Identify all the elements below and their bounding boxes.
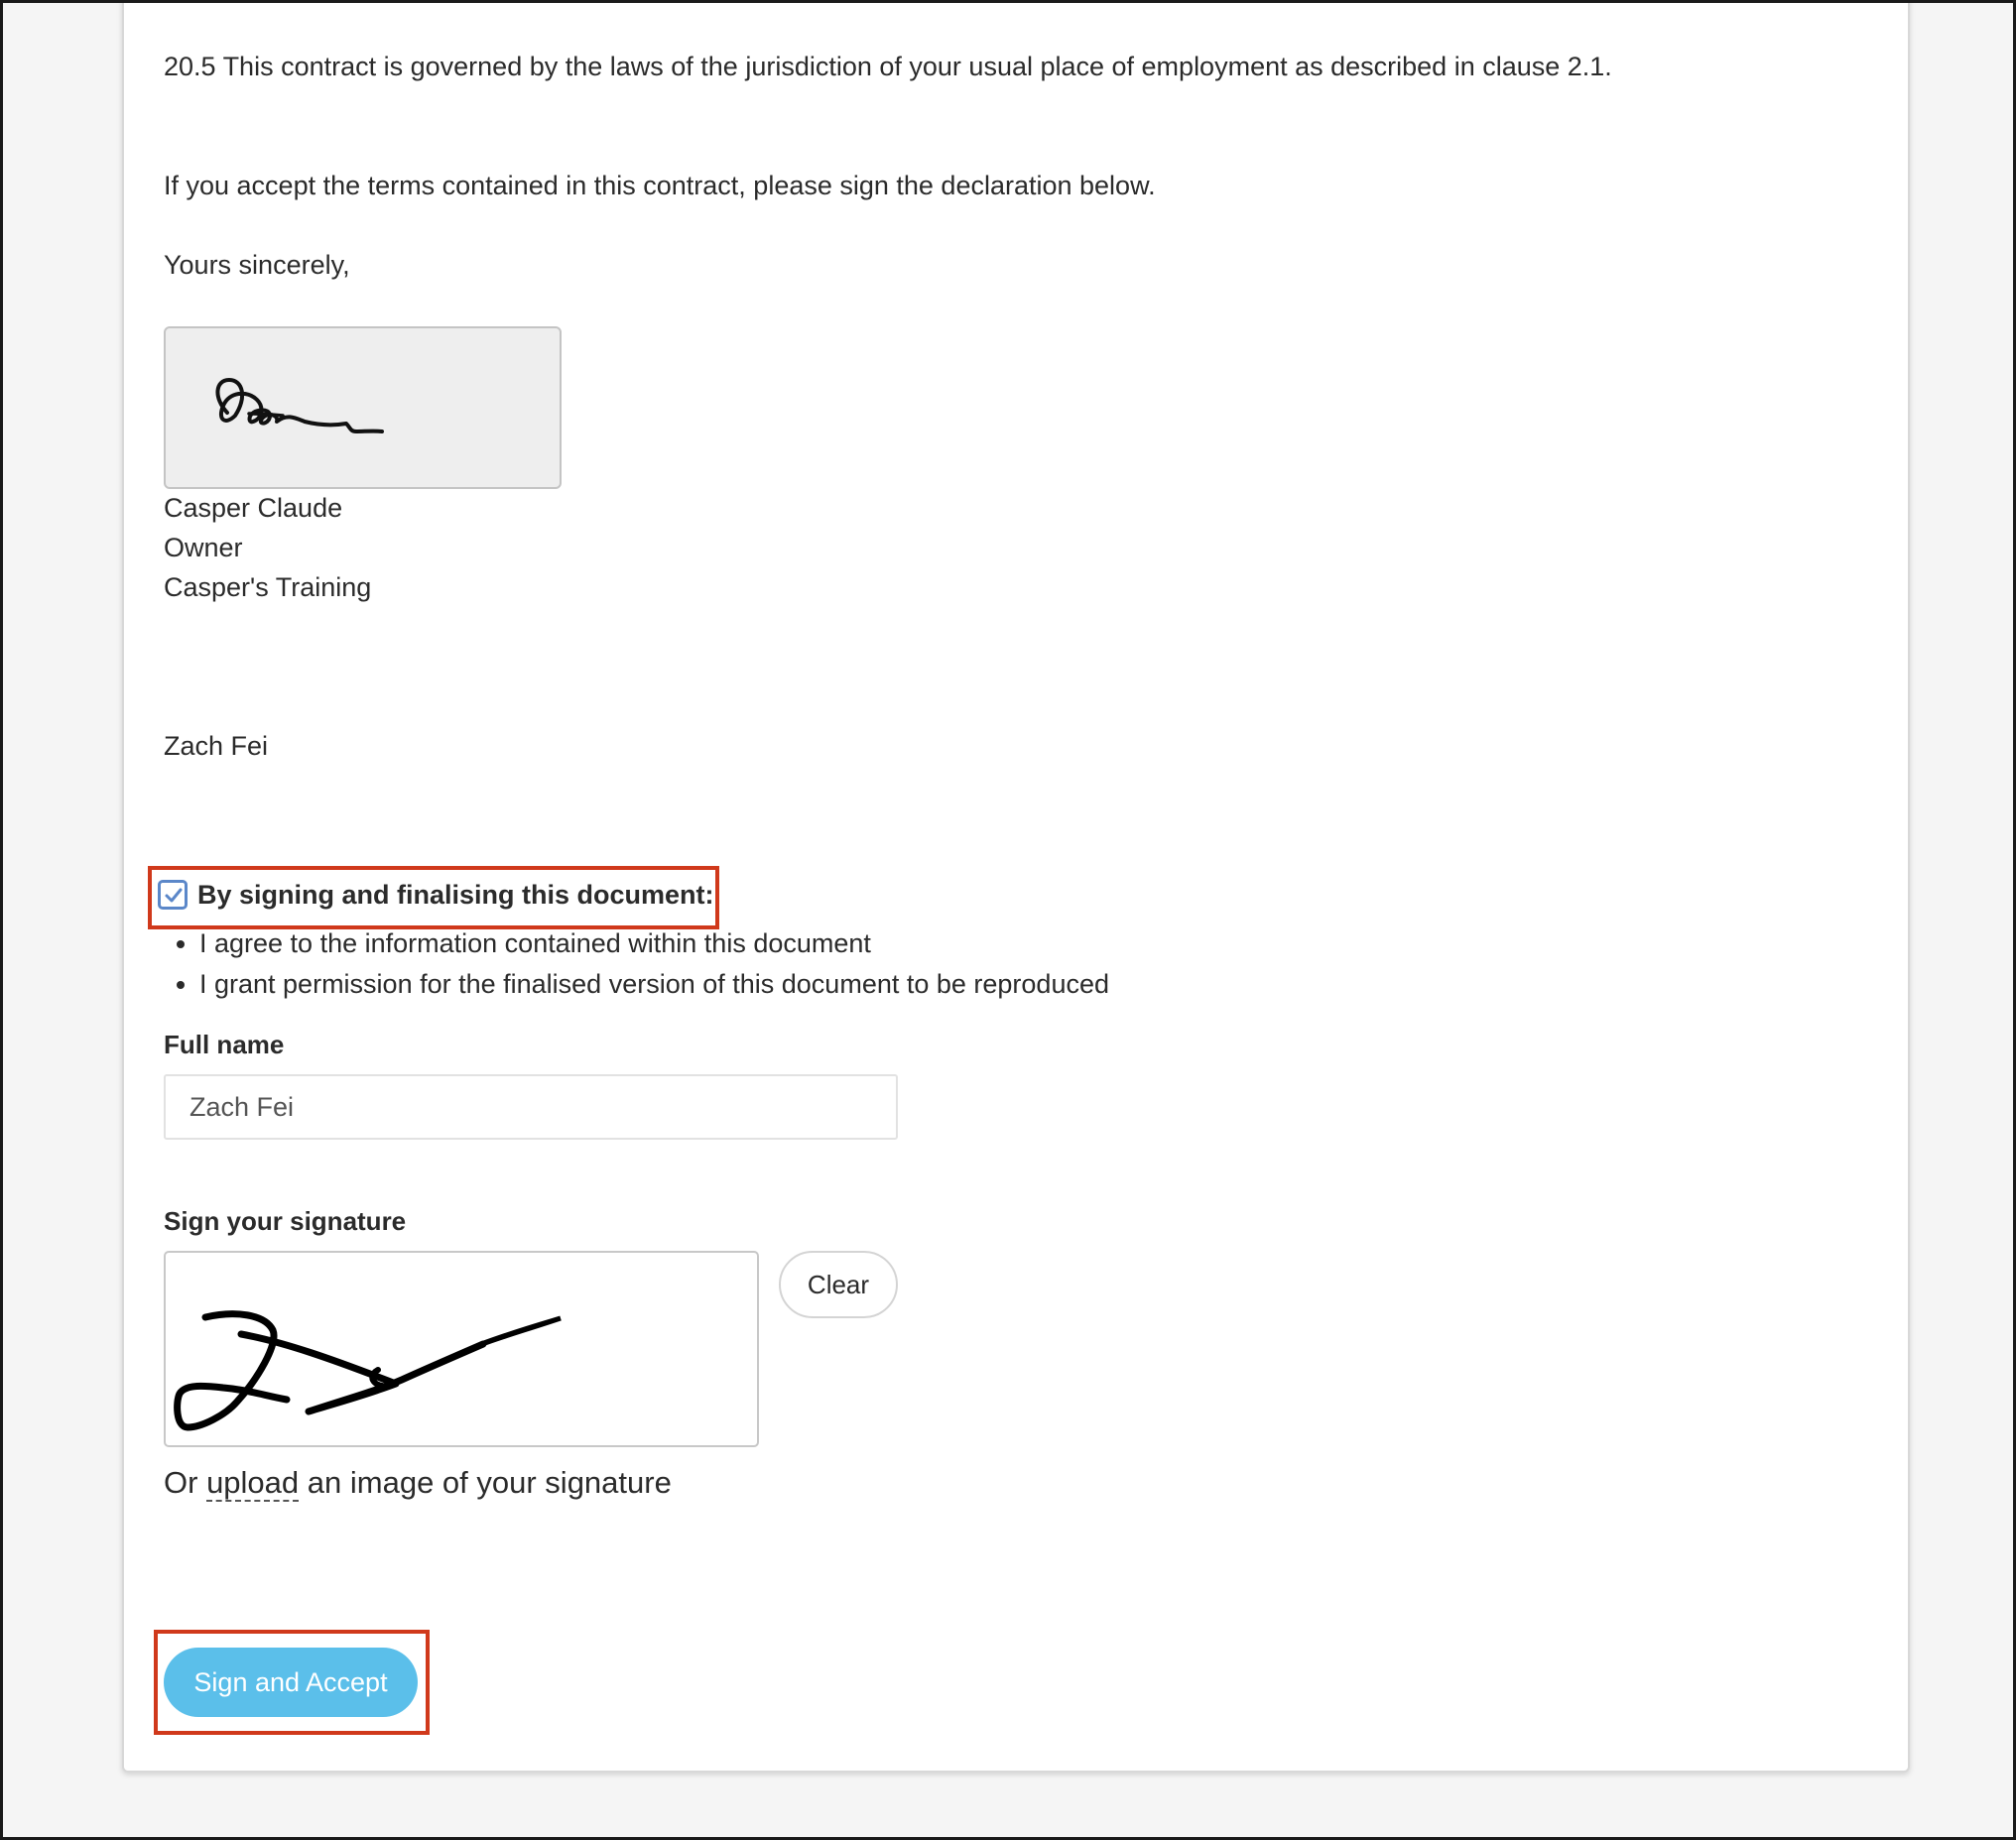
full-name-field[interactable] (164, 1074, 898, 1140)
owner-signature-scribble (166, 328, 560, 487)
upload-suffix: an image of your signature (307, 1465, 672, 1500)
upload-link[interactable]: upload (206, 1465, 300, 1500)
checkmark-icon (163, 885, 185, 907)
sign-and-accept-button[interactable]: Sign and Accept (164, 1648, 418, 1717)
full-name-label: Full name (164, 1030, 285, 1059)
clause-20-5: 20.5 This contract is governed by the laws of the jurisdiction of your usual place of employment as described in clause 2.1. (164, 52, 1612, 81)
consent-checkbox[interactable] (158, 880, 188, 910)
list-item: • I agree to the information contained within this document (199, 923, 1109, 964)
signature-label: Sign your signature (164, 1206, 407, 1236)
drawn-signature (166, 1253, 757, 1445)
clear-signature-button[interactable]: Clear (779, 1251, 898, 1318)
owner-signature-image (164, 326, 562, 489)
consent-list (172, 923, 1109, 1005)
upload-signature-line (164, 1465, 672, 1501)
owner-company: Casper's Training (164, 572, 372, 602)
list-item: • I grant permission for the finalised version of this document to be reproduced (199, 964, 1109, 1005)
closing-salutation: Yours sincerely, (164, 250, 350, 280)
signature-pad[interactable] (164, 1251, 759, 1447)
contract-page (122, 0, 1910, 1773)
employee-name: Zach Fei (164, 731, 269, 761)
owner-role: Owner (164, 533, 243, 562)
acceptance-instruction: If you accept the terms contained in this contract, please sign the declaration below. (164, 171, 1156, 200)
upload-prefix: Or (164, 1465, 198, 1500)
consent-title: By signing and finalising this document: (197, 880, 714, 910)
owner-name: Casper Claude (164, 493, 343, 523)
